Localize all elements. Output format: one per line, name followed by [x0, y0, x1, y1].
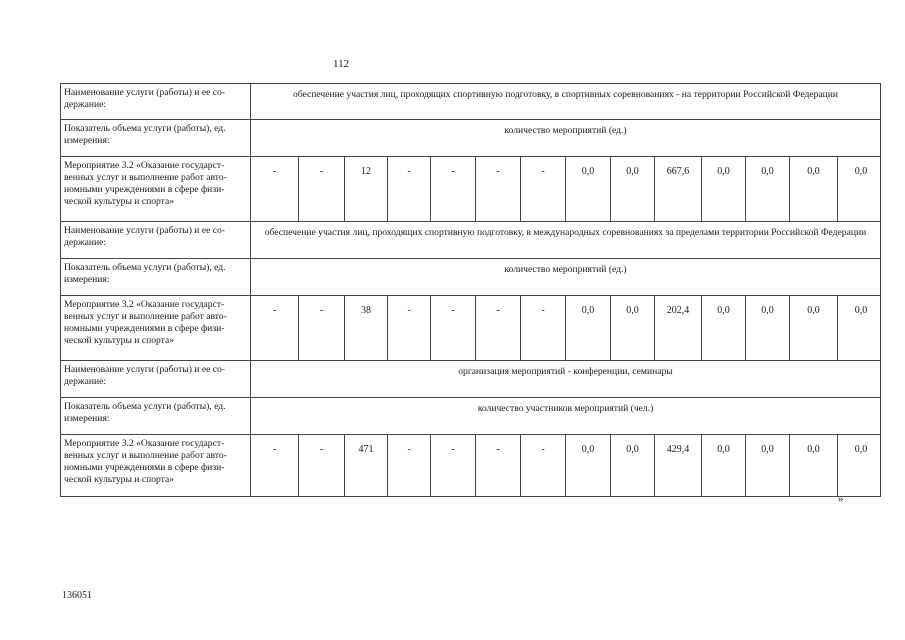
event-label: Мероприятие 3.2 «Оказание государст-венных услуг и выполнение работ авто-номными учреждениями в сфере физи-ческой культуры и спорта»	[61, 296, 251, 360]
value-cell: 12	[344, 157, 387, 221]
indicator-label: Показатель объема услуги (работы), ед. измерения:	[61, 398, 251, 434]
event-values	[251, 157, 884, 221]
value-cell: 0,0	[701, 296, 745, 360]
value-cell: -	[298, 296, 344, 360]
indicator-value: количество мероприятий (ед.)	[504, 125, 627, 136]
indicator-label: Показатель объема услуги (работы), ед. измерения:	[61, 120, 251, 156]
value-cell: -	[520, 435, 565, 496]
value-cell: 0,0	[701, 157, 745, 221]
indicator-label: Показатель объема услуги (работы), ед. измерения:	[61, 259, 251, 295]
value-cell: -	[298, 157, 344, 221]
value-cell: 0,0	[565, 296, 610, 360]
value-cell: -	[475, 296, 520, 360]
service-name-value: обеспечение участия лиц, проходящих спортивную подготовку, в спортивных соревнованиях - на территории Российской Федерации	[292, 89, 839, 100]
indicator-value: количество мероприятий (ед.)	[504, 264, 627, 275]
service-name-label: Наименование услуги (работы) и ее со-держание:	[61, 84, 251, 119]
value-cell: -	[430, 157, 475, 221]
value-cell: -	[387, 157, 430, 221]
value-cell: 0,0	[565, 157, 610, 221]
indicator-row	[60, 120, 881, 157]
value-cell: 0,0	[610, 435, 654, 496]
service-name-row	[60, 361, 881, 398]
value-cell: -	[475, 157, 520, 221]
value-cell: 471	[344, 435, 387, 496]
service-name-label: Наименование услуги (работы) и ее со-держание:	[61, 361, 251, 397]
event-label: Мероприятие 3.2 «Оказание государст-венных услуг и выполнение работ авто-номными учреждениями в сфере физи-ческой культуры и спорта»	[61, 435, 251, 496]
value-cell: 0,0	[745, 435, 789, 496]
value-cell: -	[520, 296, 565, 360]
service-name-label: Наименование услуги (работы) и ее со-держание:	[61, 222, 251, 258]
value-cell: 0,0	[701, 435, 745, 496]
value-cell: -	[430, 435, 475, 496]
service-name-row	[60, 222, 881, 259]
value-cell: 0,0	[745, 296, 789, 360]
value-cell: -	[387, 435, 430, 496]
value-cell: 0,0	[610, 157, 654, 221]
event-row	[60, 157, 881, 222]
value-cell: 0,0	[837, 296, 884, 360]
value-cell: 0,0	[837, 435, 884, 496]
indicator-row	[60, 259, 881, 296]
closing-quote: »	[838, 493, 844, 505]
document-code: 136051	[62, 590, 92, 601]
event-values	[251, 296, 884, 360]
page-number: 112	[333, 58, 350, 70]
value-cell: 667,6	[654, 157, 701, 221]
event-row	[60, 435, 881, 497]
event-label: Мероприятие 3.2 «Оказание государст-венных услуг и выполнение работ авто-номными учреждениями в сфере физи-ческой культуры и спорта»	[61, 157, 251, 221]
value-cell: -	[475, 435, 520, 496]
value-cell: 38	[344, 296, 387, 360]
value-cell: -	[430, 296, 475, 360]
indicator-value: количество участников мероприятий (чел.)	[477, 403, 654, 414]
value-cell: 0,0	[789, 435, 837, 496]
service-name-value: обеспечение участия лиц, проходящих спортивную подготовку, в международных соревнованиях за пределами территории Российской Федерации	[264, 227, 867, 238]
value-cell: -	[520, 157, 565, 221]
value-cell: -	[298, 435, 344, 496]
value-cell: -	[272, 305, 277, 316]
event-values	[251, 435, 884, 496]
value-cell: 0,0	[837, 157, 884, 221]
value-cell: 429,4	[654, 435, 701, 496]
service-name-value: организация мероприятий - конференции, семинары	[458, 366, 673, 377]
value-cell: 0,0	[745, 157, 789, 221]
value-cell: 202,4	[654, 296, 701, 360]
event-row	[60, 296, 881, 361]
value-cell: -	[272, 444, 277, 455]
indicator-row	[60, 398, 881, 435]
value-cell: -	[272, 166, 277, 177]
value-cell: -	[387, 296, 430, 360]
value-cell: 0,0	[789, 296, 837, 360]
value-cell: 0,0	[565, 435, 610, 496]
service-name-row	[60, 83, 881, 120]
value-cell: 0,0	[789, 157, 837, 221]
value-cell: 0,0	[610, 296, 654, 360]
